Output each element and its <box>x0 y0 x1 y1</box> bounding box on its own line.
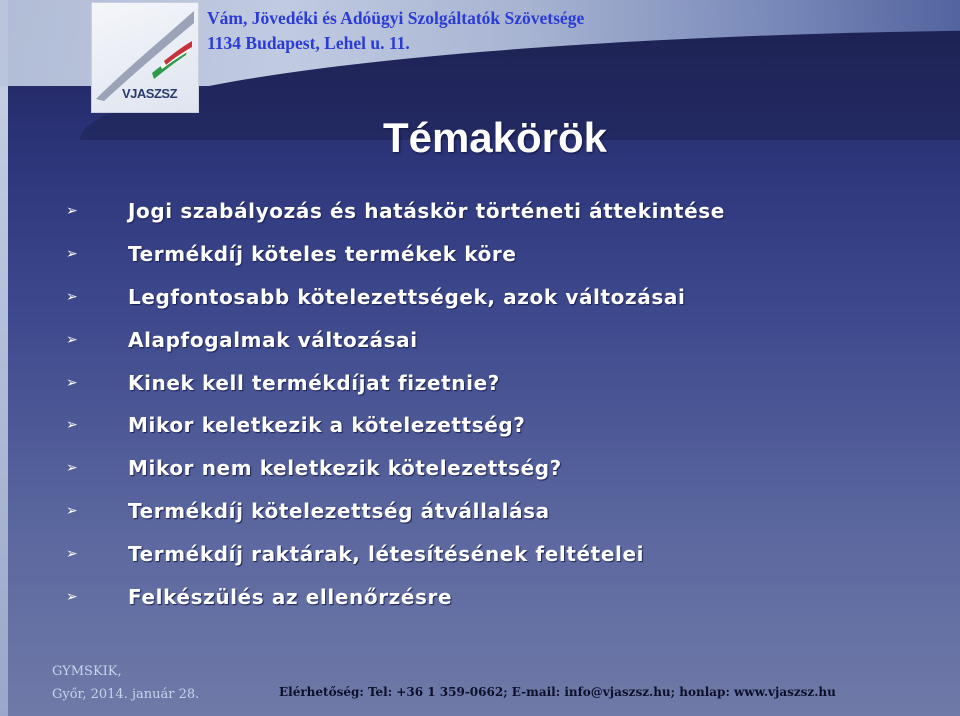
organization-address: 1134 Budapest, Lehel u. 11. <box>207 33 410 53</box>
list-item <box>66 276 936 319</box>
arrow-bullet-icon: ➢ <box>66 460 78 477</box>
topic-text: Legfontosabb kötelezettségek, azok változásai <box>128 284 686 309</box>
list-item <box>66 190 936 233</box>
topic-text: Felkészülés az ellenőrzésre <box>128 584 453 609</box>
list-item <box>66 361 936 404</box>
footer-date: Győr, 2014. január 28. <box>52 687 200 702</box>
organization-logo <box>91 2 199 113</box>
footer-event: GYMSKIK, <box>52 664 122 679</box>
list-item <box>66 233 936 276</box>
topic-text: Alapfogalmak változásai <box>128 327 418 352</box>
list-item <box>66 490 936 533</box>
footer-contact: Elérhetőség: Tel: +36 1 359-0662; E-mail: info@vjaszsz.hu; honlap: www.vjaszsz.hu <box>279 685 836 699</box>
topic-text: Mikor nem keletkezik kötelezettség? <box>128 456 562 481</box>
arrow-bullet-icon: ➢ <box>66 288 78 305</box>
slide-title: Témakörök <box>382 114 608 161</box>
arrow-bullet-icon: ➢ <box>66 246 78 263</box>
list-item <box>66 318 936 361</box>
logo-text: VJASZSZ <box>122 86 178 101</box>
arrow-bullet-icon: ➢ <box>66 502 78 519</box>
topic-text: Mikor keletkezik a kötelezettség? <box>128 413 526 438</box>
topic-text: Jogi szabályozás és hatáskör történeti áttekintése <box>128 199 725 224</box>
topic-text: Termékdíj raktárak, létesítésének feltételei <box>128 541 645 566</box>
arrow-bullet-icon: ➢ <box>66 545 78 562</box>
topic-list <box>66 190 936 618</box>
footer-event-info <box>52 660 199 706</box>
arrow-bullet-icon: ➢ <box>66 588 78 605</box>
left-decorative-strip <box>0 0 8 716</box>
organization-name: Vám, Jövedéki és Adóügyi Szolgáltatók Szövetsége <box>207 8 585 28</box>
topic-text: Termékdíj kötelezettség átvállalása <box>128 498 550 523</box>
topic-text: Termékdíj köteles termékek köre <box>128 242 517 267</box>
arrow-bullet-icon: ➢ <box>66 203 78 220</box>
topic-text: Kinek kell termékdíjat fizetnie? <box>128 370 500 395</box>
arrow-bullet-icon: ➢ <box>66 374 78 391</box>
arrow-bullet-icon: ➢ <box>66 417 78 434</box>
list-item <box>66 575 936 618</box>
list-item <box>66 447 936 490</box>
arrow-bullet-icon: ➢ <box>66 331 78 348</box>
list-item <box>66 532 936 575</box>
list-item <box>66 404 936 447</box>
